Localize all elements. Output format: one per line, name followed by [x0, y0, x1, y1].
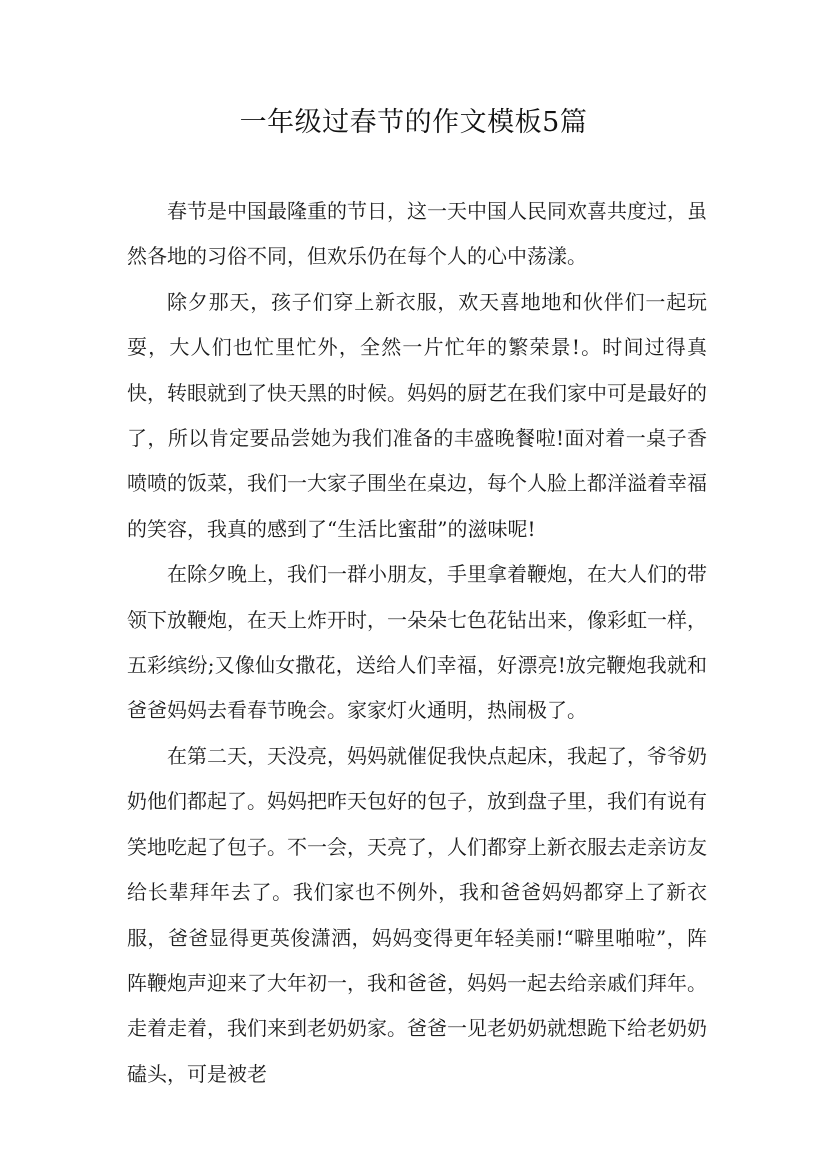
paragraph-4: 在第二天，天没亮，妈妈就催促我快点起床，我起了，爷爷奶奶他们都起了。妈妈把昨天包好的包子，放到盘子里，我们有说有笑地吃起了包子。不一会，天亮了，人们都穿上新衣服去走亲访友给长辈拜年去了。我们家也不例外，我和爸爸妈妈都穿上了新衣服，爸爸显得更英俊潇洒，妈妈变得更年轻美丽!“噼里啪啦”，阵阵鞭炮声迎来了大年初一，我和爸爸，妈妈一起去给亲戚们拜年。走着走着，我们来到老奶奶家。爸爸一见老奶奶就想跪下给老奶奶磕头，可是被老 [127, 743, 707, 1086]
paragraph-1: 春节是中国最隆重的节日，这一天中国人民同欢喜共度过，虽然各地的习俗不同，但欢乐仍在每个人的心中荡漾。 [127, 199, 707, 269]
paragraph-2: 除夕那天，孩子们穿上新衣服，欢天喜地地和伙伴们一起玩耍，大人们也忙里忙外，全然一片忙年的繁荣景!。时间过得真快，转眼就到了快天黑的时候。妈妈的厨艺在我们家中可是最好的了，所以肯定要品尝她为我们准备的丰盛晚餐啦!面对着一桌子香喷喷的饭菜，我们一大家子围坐在桌边，每个人脸上都洋溢着幸福的笑容，我真的感到了“生活比蜜甜”的滋味呢! [127, 289, 707, 541]
paragraph-3: 在除夕晚上，我们一群小朋友，手里拿着鞭炮，在大人们的带领下放鞭炮，在天上炸开时，一朵朵七色花钻出来，像彩虹一样，五彩缤纷;又像仙女撒花，送给人们幸福，好漂亮!放完鞭炮我就和爸爸妈妈去看春节晚会。家家灯火通明，热闹极了。 [127, 562, 707, 723]
document-title: 一年级过春节的作文模板5篇 [239, 107, 588, 138]
document-body [127, 189, 707, 1097]
